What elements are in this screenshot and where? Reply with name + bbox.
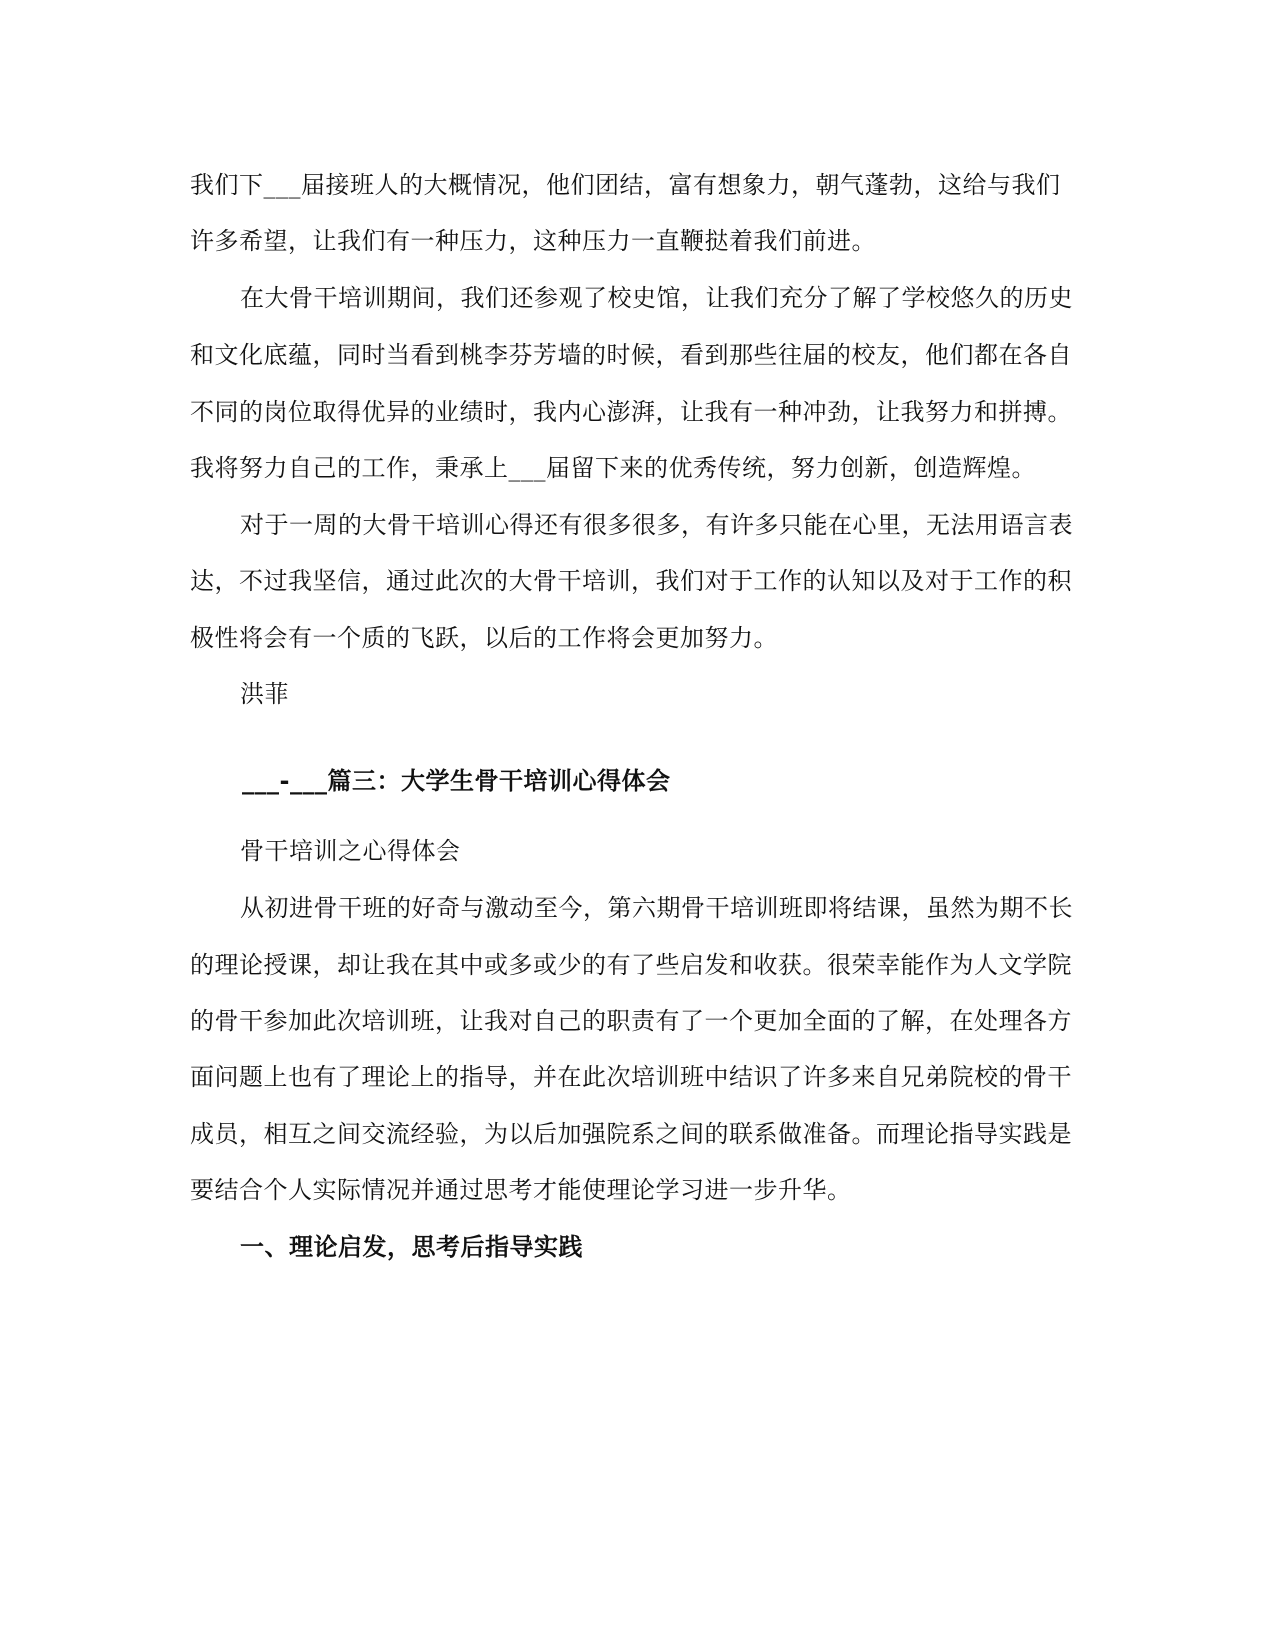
paragraph-line: 极性将会有一个质的飞跃，以后的工作将会更加努力。 [190, 624, 778, 652]
paragraph-line: 我将努力自己的工作，秉承上___届留下来的优秀传统，努力创新，创造辉煌。 [190, 454, 1036, 482]
numbered-heading: 一、理论启发，思考后指导实践 [240, 1233, 583, 1261]
paragraph-line: 的理论授课，却让我在其中或多或少的有了些启发和收获。很荣幸能作为人文学院 [190, 951, 1072, 979]
sub-title: 骨干培训之心得体会 [240, 837, 461, 865]
paragraph-line: 不同的岗位取得优异的业绩时，我内心澎湃，让我有一种冲劲，让我努力和拼搏。 [190, 398, 1072, 426]
paragraph-line: 对于一周的大骨干培训心得还有很多很多，有许多只能在心里，无法用语言表 [240, 511, 1073, 539]
paragraph-line: 许多希望，让我们有一种压力，这种压力一直鞭挞着我们前进。 [190, 227, 876, 255]
paragraph-line: 面问题上也有了理论上的指导，并在此次培训班中结识了许多来自兄弟院校的骨干 [190, 1063, 1072, 1091]
paragraph-line: 要结合个人实际情况并通过思考才能使理论学习进一步升华。 [190, 1176, 852, 1204]
signature-name: 洪菲 [240, 680, 289, 708]
paragraph-line: 在大骨干培训期间，我们还参观了校史馆，让我们充分了解了学校悠久的历史 [240, 284, 1073, 312]
paragraph-line: 成员，相互之间交流经验，为以后加强院系之间的联系做准备。而理论指导实践是 [190, 1120, 1072, 1148]
paragraph-line: 的骨干参加此次培训班，让我对自己的职责有了一个更加全面的了解，在处理各方 [190, 1007, 1072, 1035]
paragraph-line: 达，不过我坚信，通过此次的大骨干培训，我们对于工作的认知以及对于工作的积 [190, 567, 1072, 595]
paragraph-line: 我们下___届接班人的大概情况，他们团结，富有想象力，朝气蓬勃，这给与我们 [190, 171, 1061, 199]
section-heading: ___-___篇三：大学生骨干培训心得体会 [242, 767, 671, 795]
paragraph-line: 和文化底蕴，同时当看到桃李芬芳墙的时候，看到那些往届的校友，他们都在各自 [190, 341, 1072, 369]
paragraph-line: 从初进骨干班的好奇与激动至今，第六期骨干培训班即将结课，虽然为期不长 [240, 894, 1073, 922]
